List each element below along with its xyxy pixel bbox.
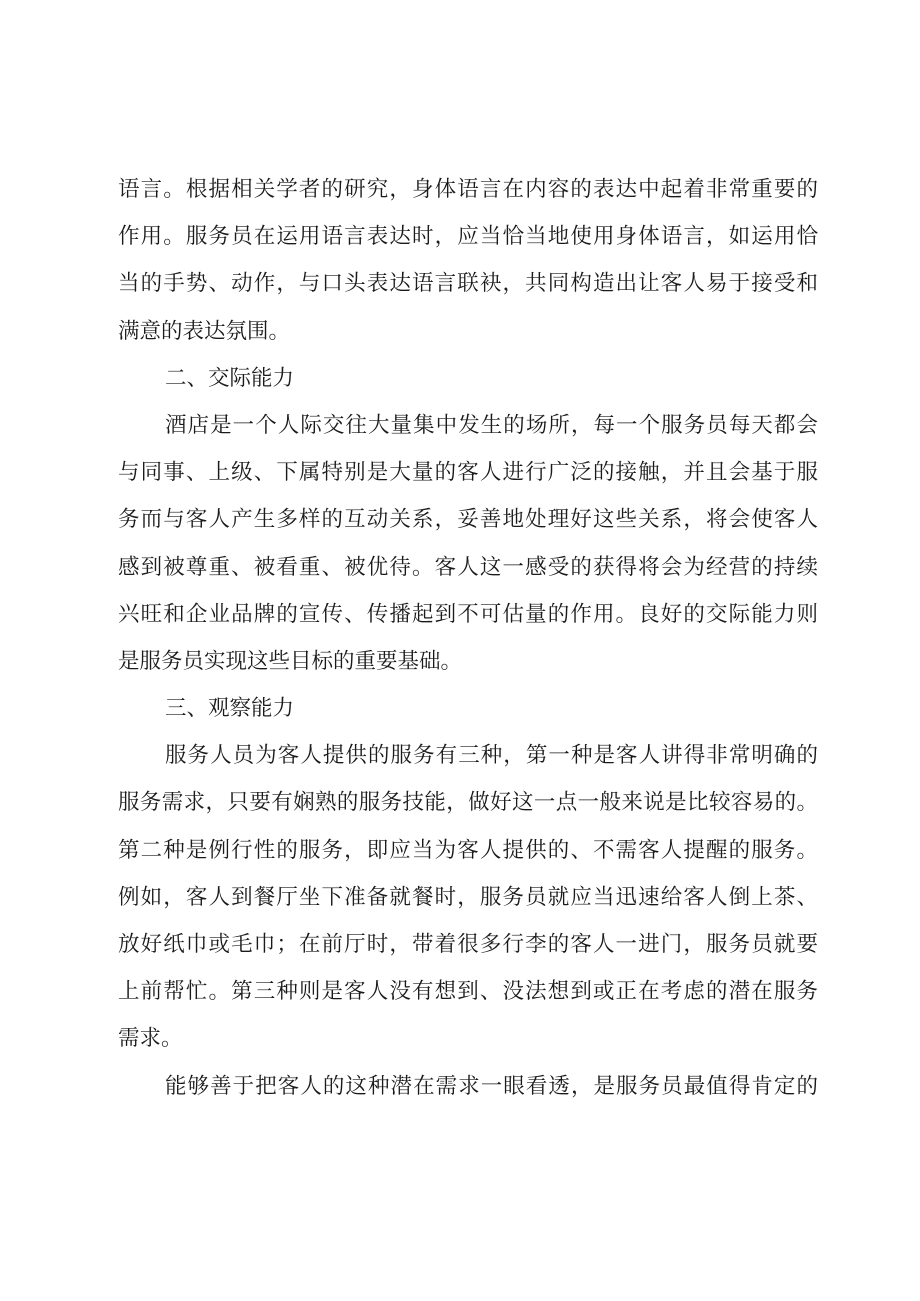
paragraph-line: 酒店是一个人际交往大量集中发生的场所，每一个服务员每天都会 (165, 412, 818, 438)
section-heading: 二、交际能力 (165, 365, 295, 391)
paragraph-line: 感到被尊重、被看重、被优待。客人这一感受的获得将会为经营的持续 (118, 554, 818, 580)
paragraph-line: 需求。 (118, 1026, 183, 1052)
paragraph-line: 是服务员实现这些目标的重要基础。 (118, 648, 463, 674)
paragraph-line: 满意的表达氛围。 (118, 318, 291, 344)
document-page (118, 166, 818, 1110)
section-heading: 三、观察能力 (165, 696, 295, 722)
paragraph-line: 务而与客人产生多样的互动关系，妥善地处理好这些关系，将会使客人 (118, 507, 818, 533)
paragraph-line: 当的手势、动作，与口头表达语言联袂，共同构造出让客人易于接受和 (118, 271, 818, 297)
paragraph-line: 服务人员为客人提供的服务有三种，第一种是客人讲得非常明确的 (165, 743, 818, 769)
paragraph-line: 上前帮忙。第三种则是客人没有想到、没法想到或正在考虑的潜在服务 (118, 979, 818, 1005)
paragraph-line: 服务需求，只要有娴熟的服务技能，做好这一点一般来说是比较容易的。 (118, 790, 818, 816)
paragraph-line: 与同事、上级、下属特别是大量的客人进行广泛的接触，并且会基于服 (118, 460, 818, 486)
paragraph-line: 语言。根据相关学者的研究，身体语言在内容的表达中起着非常重要的 (118, 177, 818, 202)
paragraph-line: 例如，客人到餐厅坐下准备就餐时，服务员就应当迅速给客人倒上茶、 (118, 884, 818, 910)
paragraph-line: 放好纸巾或毛巾；在前厅时，带着很多行李的客人一进门，服务员就要 (118, 932, 818, 957)
paragraph-line: 兴旺和企业品牌的宣传、传播起到不可估量的作用。良好的交际能力则 (118, 601, 818, 627)
paragraph-line: 作用。服务员在运用语言表达时，应当恰当地使用身体语言，如运用恰 (118, 224, 818, 250)
paragraph-line: 能够善于把客人的这种潜在需求一眼看透，是服务员最值得肯定的 (165, 1073, 818, 1099)
paragraph-line: 第二种是例行性的服务，即应当为客人提供的、不需客人提醒的服务。 (118, 837, 818, 863)
